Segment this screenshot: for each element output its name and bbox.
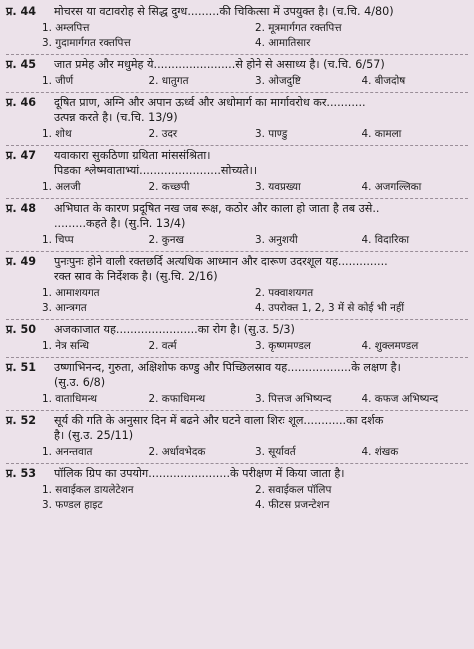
question-block	[6, 95, 468, 146]
question-text-line: दूषित प्राण, अग्नि और अपान ऊर्ध्व और अधोमार्ग का मार्गावरोध कर...........	[54, 96, 366, 109]
answer-option[interactable]: 4. विदारिका	[361, 234, 410, 246]
question-number: प्र. 45	[6, 58, 37, 71]
question-header	[6, 4, 468, 19]
answer-options	[6, 390, 468, 407]
answer-options	[6, 284, 468, 316]
answer-option[interactable]: 1. आमाशयगत	[42, 287, 100, 299]
question-header	[6, 254, 468, 284]
question-text-line: मोचरस या वटावरोह से सिद्ध दुग्ध.........की चिकित्सा में उपयुक्त है। (च.चि. 4/80)	[54, 5, 394, 18]
question-header	[6, 466, 468, 481]
question-block	[6, 322, 468, 358]
question-header	[6, 201, 468, 231]
answer-options	[6, 125, 468, 142]
question-text-line: अजकाजात यह.......................का रोग है। (सु.उ. 5/3)	[54, 323, 295, 336]
option-indent	[6, 286, 42, 301]
question-header	[6, 95, 468, 125]
question-text	[54, 254, 468, 284]
question-text-line: जात प्रमेह और मधुमेह ये.......................से होने से असाध्य है। (च.चि. 6/57)	[54, 58, 385, 71]
answer-option[interactable]: 4. उपरोक्त 1, 2, 3 में से कोई भी नहीं	[255, 302, 405, 314]
question-text-line: उत्पन्न करते है। (च.चि. 13/9)	[54, 111, 178, 124]
option-indent	[6, 392, 42, 407]
answer-option[interactable]: 2. धातुगत	[148, 75, 189, 87]
answer-option[interactable]: 1. जीर्ण	[42, 75, 74, 87]
question-number: प्र. 48	[6, 202, 37, 215]
question-block	[6, 360, 468, 411]
question-block	[6, 413, 468, 464]
question-number: प्र. 53	[6, 467, 37, 480]
question-text-line: .........कहते है। (सु.नि. 13/4)	[54, 217, 186, 230]
option-indent	[6, 498, 42, 513]
question-text-line: सूर्य की गति के अनुसार दिन में बढने और घटने वाला शिरः शूल............का दर्शक	[54, 414, 384, 427]
question-text	[54, 322, 468, 337]
question-number: प्र. 44	[6, 5, 37, 18]
answer-option[interactable]: 4. शंखक	[361, 446, 399, 458]
answer-option[interactable]: 2. पक्वाशयगत	[255, 287, 314, 299]
answer-option[interactable]: 3. फण्डल हाइट	[42, 499, 103, 511]
answer-option[interactable]: 2. उदर	[148, 128, 178, 140]
option-indent	[6, 339, 42, 354]
answer-option[interactable]: 4. कामला	[361, 128, 402, 140]
answer-option[interactable]: 2. सवाईकल पॉलिप	[255, 484, 332, 496]
question-block	[6, 57, 468, 93]
question-header	[6, 413, 468, 443]
question-text	[54, 4, 468, 19]
question-block	[6, 254, 468, 320]
answer-option[interactable]: 1. अनन्तवात	[42, 446, 93, 458]
option-indent	[6, 36, 42, 51]
answer-option[interactable]: 3. पाण्डु	[255, 128, 288, 140]
answer-option[interactable]: 4. अजगल्लिका	[361, 181, 422, 193]
question-block	[6, 4, 468, 55]
option-indent	[6, 233, 42, 248]
option-indent	[6, 301, 42, 316]
question-text-line: पिडका श्लेष्मवाताभ्यां.......................सोच्यते।।	[54, 164, 258, 177]
answer-option[interactable]: 1. नेत्र सन्धि	[42, 340, 90, 352]
question-text-line: यवाकारा सुकठिणा ग्रथिता मांससंश्रिता।	[54, 149, 211, 162]
question-number: प्र. 46	[6, 96, 37, 109]
question-text	[54, 201, 468, 231]
answer-option[interactable]: 3. पित्तज अभिष्यन्द	[255, 393, 332, 405]
question-text-line: पुनःपुनः होने वाली रक्तछर्दि अत्यधिक आध्मान और दारूण उदरशूल यह..............	[54, 255, 388, 268]
answer-option[interactable]: 1. सवाईकल डायलेटेशन	[42, 484, 134, 496]
answer-option[interactable]: 2. अर्धावभेदक	[148, 446, 206, 458]
answer-option[interactable]: 4. आमातिसार	[255, 37, 311, 49]
answer-option[interactable]: 1. अम्लपित्त	[42, 22, 90, 34]
question-number: प्र. 49	[6, 255, 37, 268]
question-header	[6, 148, 468, 178]
answer-option[interactable]: 3. गुदामार्गगत रक्तपित्त	[42, 37, 131, 49]
answer-options	[6, 231, 468, 248]
answer-options	[6, 178, 468, 195]
answer-option[interactable]: 3. अनुशयी	[255, 234, 298, 246]
answer-option[interactable]: 3. यवप्रख्या	[255, 181, 301, 193]
answer-option[interactable]: 1. शोथ	[42, 128, 72, 140]
question-block	[6, 201, 468, 252]
question-number: प्र. 51	[6, 361, 37, 374]
answer-options	[6, 72, 468, 89]
answer-option[interactable]: 2. वर्त्म	[148, 340, 177, 352]
question-text-line: पॉलिक ग्रिप का उपयोग.......................के परीक्षण में किया जाता है।	[54, 467, 345, 480]
answer-options	[6, 19, 468, 51]
answer-option[interactable]: 1. चिप्प	[42, 234, 74, 246]
question-text-line: रक्त स्राव के निर्देशक है। (सु.चि. 2/16)	[54, 270, 218, 283]
question-header	[6, 360, 468, 390]
question-block	[6, 148, 468, 199]
answer-option[interactable]: 4. बीजदोष	[361, 75, 406, 87]
answer-option[interactable]: 2. कच्छपी	[148, 181, 190, 193]
option-indent	[6, 483, 42, 498]
question-text	[54, 148, 468, 178]
answer-option[interactable]: 3. ओजदुष्टि	[255, 75, 301, 87]
question-text	[54, 57, 468, 72]
answer-option[interactable]: 2. कफाधिमन्थ	[148, 393, 206, 405]
question-block	[6, 466, 468, 516]
question-text	[54, 95, 468, 125]
answer-option[interactable]: 3. आन्त्रगत	[42, 302, 87, 314]
question-text-line: अभिघात के कारण प्रदूषित नख जब रूक्ष, कठोर और काला हो जाता है तब उसे..	[54, 202, 380, 215]
answer-options	[6, 337, 468, 354]
answer-option[interactable]: 4. फीटस प्रजन्टेशन	[255, 499, 330, 511]
answer-option[interactable]: 4. शुक्लमण्डल	[361, 340, 419, 352]
question-text	[54, 360, 468, 390]
option-indent	[6, 21, 42, 36]
question-text-line: (सु.उ. 6/8)	[54, 376, 106, 389]
answer-options	[6, 443, 468, 460]
question-header	[6, 57, 468, 72]
question-text-line: है। (सु.उ. 25/11)	[54, 429, 134, 442]
answer-option[interactable]: 3. सूर्यावर्त	[255, 446, 296, 458]
question-number: प्र. 47	[6, 149, 37, 162]
question-header	[6, 322, 468, 337]
question-text	[54, 466, 468, 481]
option-indent	[6, 74, 42, 89]
answer-option[interactable]: 3. कृष्णमण्डल	[255, 340, 311, 352]
question-number: प्र. 52	[6, 414, 37, 427]
answer-option[interactable]: 2. मूत्रमार्गगत रक्तपित्त	[255, 22, 342, 34]
answer-option[interactable]: 1. वाताधिमन्थ	[42, 393, 98, 405]
answer-option[interactable]: 4. कफज अभिष्यन्द	[361, 393, 439, 405]
option-indent	[6, 445, 42, 460]
answer-options	[6, 481, 468, 513]
option-indent	[6, 127, 42, 142]
answer-option[interactable]: 1. अलजी	[42, 181, 81, 193]
option-indent	[6, 180, 42, 195]
answer-option[interactable]: 2. कुनख	[148, 234, 184, 246]
question-text	[54, 413, 468, 443]
question-number: प्र. 50	[6, 323, 37, 336]
question-text-line: उष्णाभिनन्द, गुरुता, अक्षिशोफ कण्डु और पिच्छिलस्राव यह..................के लक्षण है।	[54, 361, 401, 374]
